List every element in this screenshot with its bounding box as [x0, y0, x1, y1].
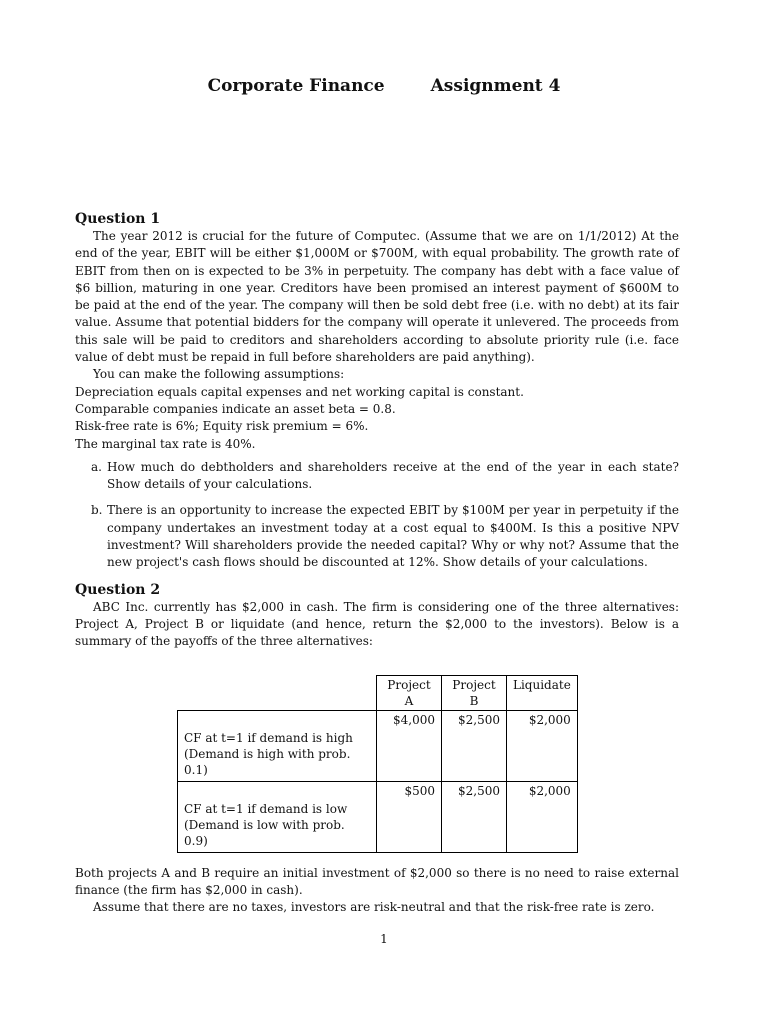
row-label: CF at t=1 if demand is high	[184, 730, 353, 745]
column-header: Project B	[442, 675, 507, 710]
part-label: a.	[91, 459, 102, 474]
document-title	[0, 76, 768, 96]
assumption-line: Comparable companies indicate an asset beta = 0.8.	[75, 401, 396, 416]
question-2-note: Both projects A and B require an initial investment of $2,000 so there is no need to raise external finance (the firm has $2,000 in cash).	[75, 865, 679, 897]
row-label: CF at t=1 if demand is low	[184, 801, 348, 816]
part-text: There is an opportunity to increase the expected EBIT by $100M per year in perpetuity if the company undertakes an investment today at a cost equal to $400M. Is this a positive NPV investment? Will shareholders provide the needed capital? Why or why not? Assume that the new project's cash flows should be discounted at 12%. Show details of your calculations.	[107, 503, 679, 570]
question-1-parts	[75, 459, 679, 572]
question-2-assumption: Assume that there are no taxes, investors are risk-neutral and that the risk-free rate is zero.	[93, 900, 655, 915]
part-label: b.	[91, 503, 103, 518]
assumption-line: Risk-free rate is 6%; Equity risk premium = 6%.	[75, 419, 369, 434]
column-header: Project A	[377, 675, 442, 710]
question-1-heading: Question 1	[75, 211, 161, 227]
question-2-heading: Question 2	[75, 581, 161, 598]
part-text: How much do debtholders and shareholders receive at the end of the year in each state? Show details of your calculations.	[107, 459, 679, 492]
document-body	[75, 210, 679, 916]
assumptions-intro: You can make the following assumptions:	[93, 367, 345, 382]
table-row	[178, 781, 578, 852]
question-1-part-a	[75, 459, 679, 494]
assignment-title: Assignment 4	[430, 76, 561, 96]
column-header: Liquidate	[507, 675, 578, 710]
row-sublabel: (Demand is low with prob. 0.9)	[184, 817, 345, 848]
page-number: 1	[380, 932, 388, 946]
question-1-intro: The year 2012 is crucial for the future of Computec. (Assume that we are on 1/1/2012) At the end of the year, EBIT will be either $1,000M or $700M, with equal probability. The growth rate of EBIT from then on is expected to be 3% in perpetuity. The company has debt with a face value of $6 billion, maturing in one year. Creditors have been promised an interest payment of $600M to be paid at the end of the year. The company will then be sold debt free (i.e. with no debt) at its fair value. Assume that potential bidders for the company will operate it unlevered. The proceeds from this sale will be paid to creditors and shareholders according to absolute priority rule (i.e. face value of debt must be repaid in full before shareholders are paid anything).	[75, 229, 679, 365]
table-row	[178, 710, 578, 781]
table-cell: $500	[377, 781, 442, 852]
table-cell: $4,000	[377, 710, 442, 781]
table-cell: $2,000	[507, 781, 578, 852]
assumption-line: Depreciation equals capital expenses and net working capital is constant.	[75, 384, 524, 399]
table-cell: $2,000	[507, 710, 578, 781]
assumption-line: The marginal tax rate is 40%.	[75, 436, 256, 451]
row-sublabel: (Demand is high with prob. 0.1)	[184, 746, 351, 777]
course-title: Corporate Finance	[207, 76, 385, 96]
payoff-table	[177, 675, 578, 853]
table-cell: $2,500	[442, 781, 507, 852]
table-cell: $2,500	[442, 710, 507, 781]
question-2-intro: ABC Inc. currently has $2,000 in cash. The firm is considering one of the three alternatives: Project A, Project B or liquidate (and hence, return the $2,000 to the investors). Below is a summary of the payoffs of the three alternatives:	[75, 599, 679, 649]
question-1-part-b	[75, 502, 679, 571]
